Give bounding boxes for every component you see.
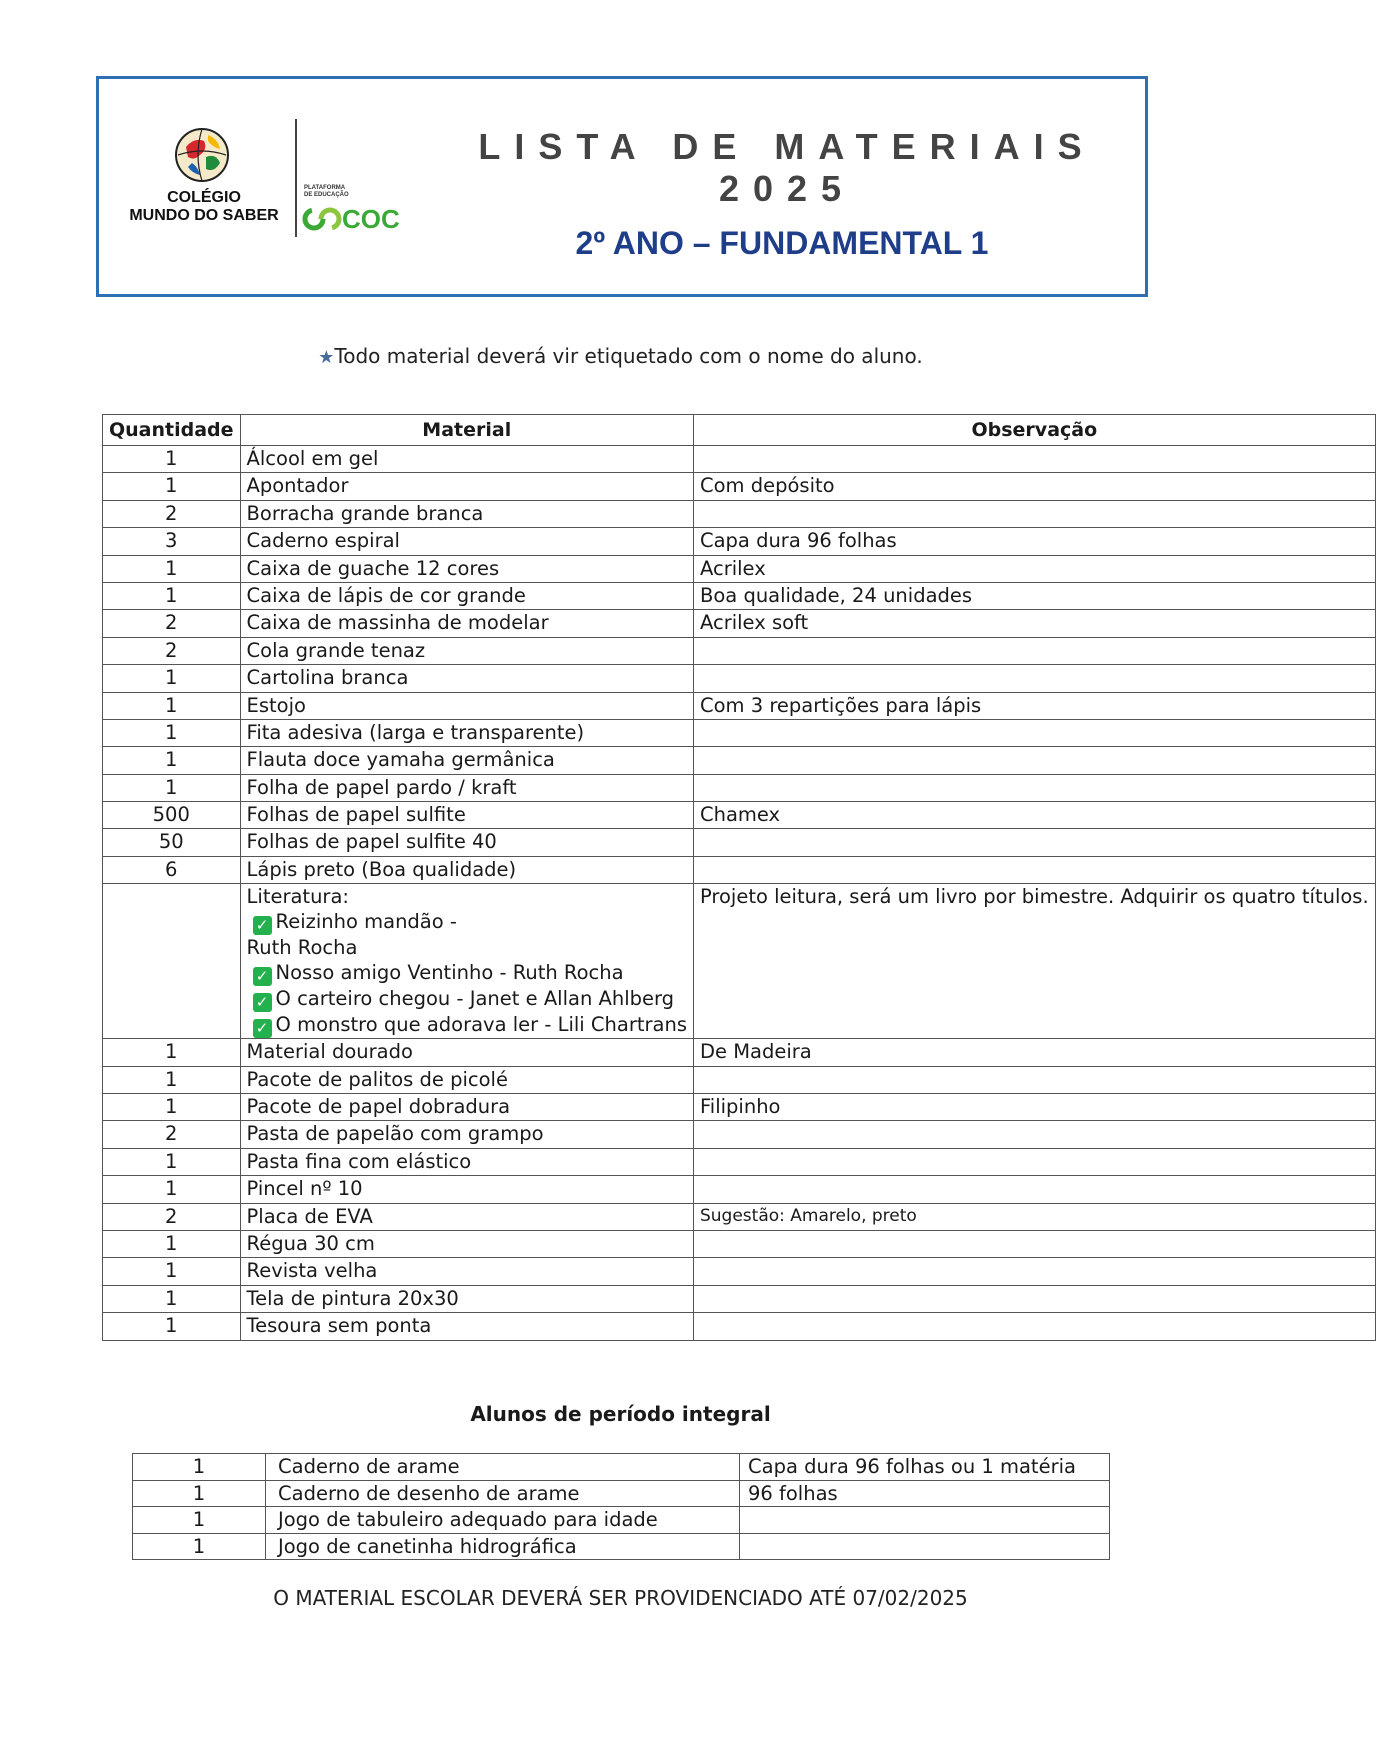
cell-quantity: 1	[103, 1258, 241, 1285]
cell-quantity: 2	[103, 637, 241, 664]
checkbox-checked-icon: ✓	[253, 967, 272, 986]
checkbox-checked-icon: ✓	[253, 916, 272, 935]
cell-quantity: 1	[133, 1507, 266, 1534]
cell-observation	[693, 1285, 1375, 1312]
literature-list	[240, 884, 693, 1039]
deadline-footer: O MATERIAL ESCOLAR DEVERÁ SER PROVIDENCIADO ATÉ 07/02/2025	[273, 1586, 968, 1610]
cell-quantity: 1	[103, 1039, 241, 1066]
cell-quantity: 1	[103, 1094, 241, 1121]
cell-material: Jogo de canetinha hidrográfica	[266, 1533, 740, 1560]
cell-observation	[693, 774, 1375, 801]
cell-quantity: 1	[103, 555, 241, 582]
cell-quantity: 1	[103, 1066, 241, 1093]
cell-observation	[693, 747, 1375, 774]
literature-book: ✓ Nosso amigo Ventinho - Ruth Rocha	[247, 960, 687, 986]
cell-observation: Acrilex soft	[693, 610, 1375, 637]
cell-material: Caderno de arame	[266, 1454, 740, 1481]
table-row	[103, 1285, 1376, 1312]
cell-quantity: 6	[103, 856, 241, 883]
cell-observation	[693, 1230, 1375, 1257]
cell-material: Cola grande tenaz	[240, 637, 693, 664]
table-row	[103, 719, 1376, 746]
table-row	[103, 802, 1376, 829]
table-row	[103, 1121, 1376, 1148]
table-row	[133, 1480, 1110, 1507]
table-row	[133, 1454, 1110, 1481]
cell-observation: Sugestão: Amarelo, preto	[693, 1203, 1375, 1230]
header-material: Material	[240, 415, 693, 446]
cell-material: Pasta fina com elástico	[240, 1148, 693, 1175]
literature-qty	[103, 884, 241, 1039]
cell-observation	[693, 719, 1375, 746]
cell-quantity: 1	[103, 1148, 241, 1175]
header-observation: Observação	[693, 415, 1375, 446]
table-row	[103, 1203, 1376, 1230]
cell-material: Tesoura sem ponta	[240, 1313, 693, 1340]
cell-observation	[693, 1313, 1375, 1340]
cell-observation	[740, 1533, 1110, 1560]
cell-material: Caixa de guache 12 cores	[240, 555, 693, 582]
table-row	[103, 1148, 1376, 1175]
cell-observation	[693, 1258, 1375, 1285]
table-row	[103, 747, 1376, 774]
cell-material: Pacote de papel dobradura	[240, 1094, 693, 1121]
cell-material: Pasta de papelão com grampo	[240, 1121, 693, 1148]
cell-quantity: 1	[133, 1533, 266, 1560]
table-row	[103, 1313, 1376, 1340]
cell-quantity: 2	[103, 1121, 241, 1148]
cell-quantity: 2	[103, 500, 241, 527]
table-row	[103, 1176, 1376, 1203]
table-row	[103, 1066, 1376, 1093]
cell-material: Jogo de tabuleiro adequado para idade	[266, 1507, 740, 1534]
cell-material: Pacote de palitos de picolé	[240, 1066, 693, 1093]
table-row	[133, 1507, 1110, 1534]
cell-observation	[693, 665, 1375, 692]
cell-quantity: 1	[103, 665, 241, 692]
school-logo	[119, 119, 419, 269]
literature-observation: Projeto leitura, será um livro por bimestre. Adquirir os quatro títulos.	[693, 884, 1375, 1039]
table-row	[103, 1258, 1376, 1285]
cell-quantity: 1	[103, 774, 241, 801]
table-header-row	[103, 415, 1376, 446]
cell-quantity: 500	[103, 802, 241, 829]
cell-material: Borracha grande branca	[240, 500, 693, 527]
cell-quantity: 2	[103, 1203, 241, 1230]
literature-book: ✓ O carteiro chegou - Janet e Allan Ahlberg	[247, 986, 687, 1012]
materials-table-body	[103, 446, 1376, 1341]
table-row	[103, 829, 1376, 856]
cell-material: Estojo	[240, 692, 693, 719]
literature-book: ✓ O monstro que adorava ler - Lili Chartrans	[247, 1012, 687, 1038]
header-quantity: Quantidade	[103, 415, 241, 446]
table-row	[103, 446, 1376, 473]
cell-quantity: 1	[103, 473, 241, 500]
cell-quantity: 1	[103, 692, 241, 719]
table-row	[103, 1230, 1376, 1257]
cell-quantity: 1	[103, 582, 241, 609]
cell-quantity: 1	[133, 1480, 266, 1507]
cell-observation	[693, 1121, 1375, 1148]
cell-material: Pincel nº 10	[240, 1176, 693, 1203]
cell-quantity: 1	[103, 719, 241, 746]
table-row	[133, 1533, 1110, 1560]
cell-observation	[693, 446, 1375, 473]
table-row	[103, 582, 1376, 609]
cell-observation	[693, 1176, 1375, 1203]
page-subtitle: 2º ANO – FUNDAMENTAL 1	[575, 225, 989, 261]
table-row	[103, 637, 1376, 664]
cell-quantity: 1	[103, 1176, 241, 1203]
checkbox-checked-icon: ✓	[253, 1019, 272, 1038]
star-icon: ★	[318, 347, 335, 368]
cell-material: Álcool em gel	[240, 446, 693, 473]
cell-quantity: 2	[103, 610, 241, 637]
cell-material: Folha de papel pardo / kraft	[240, 774, 693, 801]
literature-label: Literatura:	[246, 885, 349, 909]
table-row	[103, 610, 1376, 637]
cell-observation: Acrilex	[693, 555, 1375, 582]
cell-material: Lápis preto (Boa qualidade)	[240, 856, 693, 883]
cell-observation	[693, 637, 1375, 664]
cell-material: Fita adesiva (larga e transparente)	[240, 719, 693, 746]
cell-observation: Com depósito	[693, 473, 1375, 500]
table-row	[103, 1039, 1376, 1066]
platform-label: PLATAFORMA DE EDUCAÇÃO	[304, 185, 349, 198]
cell-observation	[693, 856, 1375, 883]
cell-observation	[693, 1066, 1375, 1093]
cell-observation	[693, 1148, 1375, 1175]
cell-material: Folhas de papel sulfite 40	[240, 829, 693, 856]
cell-material: Régua 30 cm	[240, 1230, 693, 1257]
header-box	[96, 76, 1148, 297]
cell-material: Caderno espiral	[240, 528, 693, 555]
svg-text:COC: COC	[342, 204, 400, 234]
table-row	[103, 500, 1376, 527]
table-row	[103, 774, 1376, 801]
page-title: LISTA DE MATERIAIS 2025	[478, 126, 1096, 209]
cell-observation: Capa dura 96 folhas ou 1 matéria	[740, 1454, 1110, 1481]
table-row	[103, 692, 1376, 719]
label-notice	[0, 344, 1241, 368]
cell-material: Folhas de papel sulfite	[240, 802, 693, 829]
cell-observation: Chamex	[693, 802, 1375, 829]
literature-row	[103, 884, 1376, 1039]
cell-observation: Filipinho	[693, 1094, 1375, 1121]
cell-quantity: 1	[103, 1285, 241, 1312]
cell-material: Tela de pintura 20x30	[240, 1285, 693, 1312]
globe-logo-icon	[174, 127, 230, 183]
table-row	[103, 473, 1376, 500]
cell-quantity: 1	[103, 1230, 241, 1257]
cell-quantity: 3	[103, 528, 241, 555]
cell-observation: Com 3 repartições para lápis	[693, 692, 1375, 719]
cell-observation: De Madeira	[693, 1039, 1375, 1066]
materials-table	[102, 414, 1376, 1341]
cell-material: Apontador	[240, 473, 693, 500]
cell-material: Flauta doce yamaha germânica	[240, 747, 693, 774]
school-name: COLÉGIO MUNDO DO SABER	[129, 189, 279, 224]
cell-observation: Capa dura 96 folhas	[693, 528, 1375, 555]
integral-table	[132, 1453, 1110, 1560]
table-row	[103, 555, 1376, 582]
cell-material: Caixa de lápis de cor grande	[240, 582, 693, 609]
cell-quantity: 1	[133, 1454, 266, 1481]
integral-section-title: Alunos de período integral	[470, 1402, 771, 1426]
checkbox-checked-icon: ✓	[253, 993, 272, 1012]
cell-observation: Boa qualidade, 24 unidades	[693, 582, 1375, 609]
cell-quantity: 50	[103, 829, 241, 856]
table-row	[103, 1094, 1376, 1121]
table-row	[103, 665, 1376, 692]
logo-divider	[295, 119, 297, 237]
table-row	[103, 856, 1376, 883]
cell-quantity: 1	[103, 747, 241, 774]
cell-quantity: 1	[103, 446, 241, 473]
cell-quantity: 1	[103, 1313, 241, 1340]
cell-observation: 96 folhas	[740, 1480, 1110, 1507]
coc-logo-icon	[302, 199, 412, 239]
cell-material: Caderno de desenho de arame	[266, 1480, 740, 1507]
table-row	[103, 528, 1376, 555]
literature-book: ✓ Reizinho mandão -	[247, 909, 687, 935]
cell-material: Material dourado	[240, 1039, 693, 1066]
cell-observation	[740, 1507, 1110, 1534]
cell-material: Revista velha	[240, 1258, 693, 1285]
cell-material: Placa de EVA	[240, 1203, 693, 1230]
cell-observation	[693, 829, 1375, 856]
cell-material: Cartolina branca	[240, 665, 693, 692]
cell-observation	[693, 500, 1375, 527]
literature-book-author: Ruth Rocha	[246, 936, 358, 960]
notice-text: Todo material deverá vir etiquetado com o nome do aluno.	[334, 344, 923, 368]
cell-material: Caixa de massinha de modelar	[240, 610, 693, 637]
